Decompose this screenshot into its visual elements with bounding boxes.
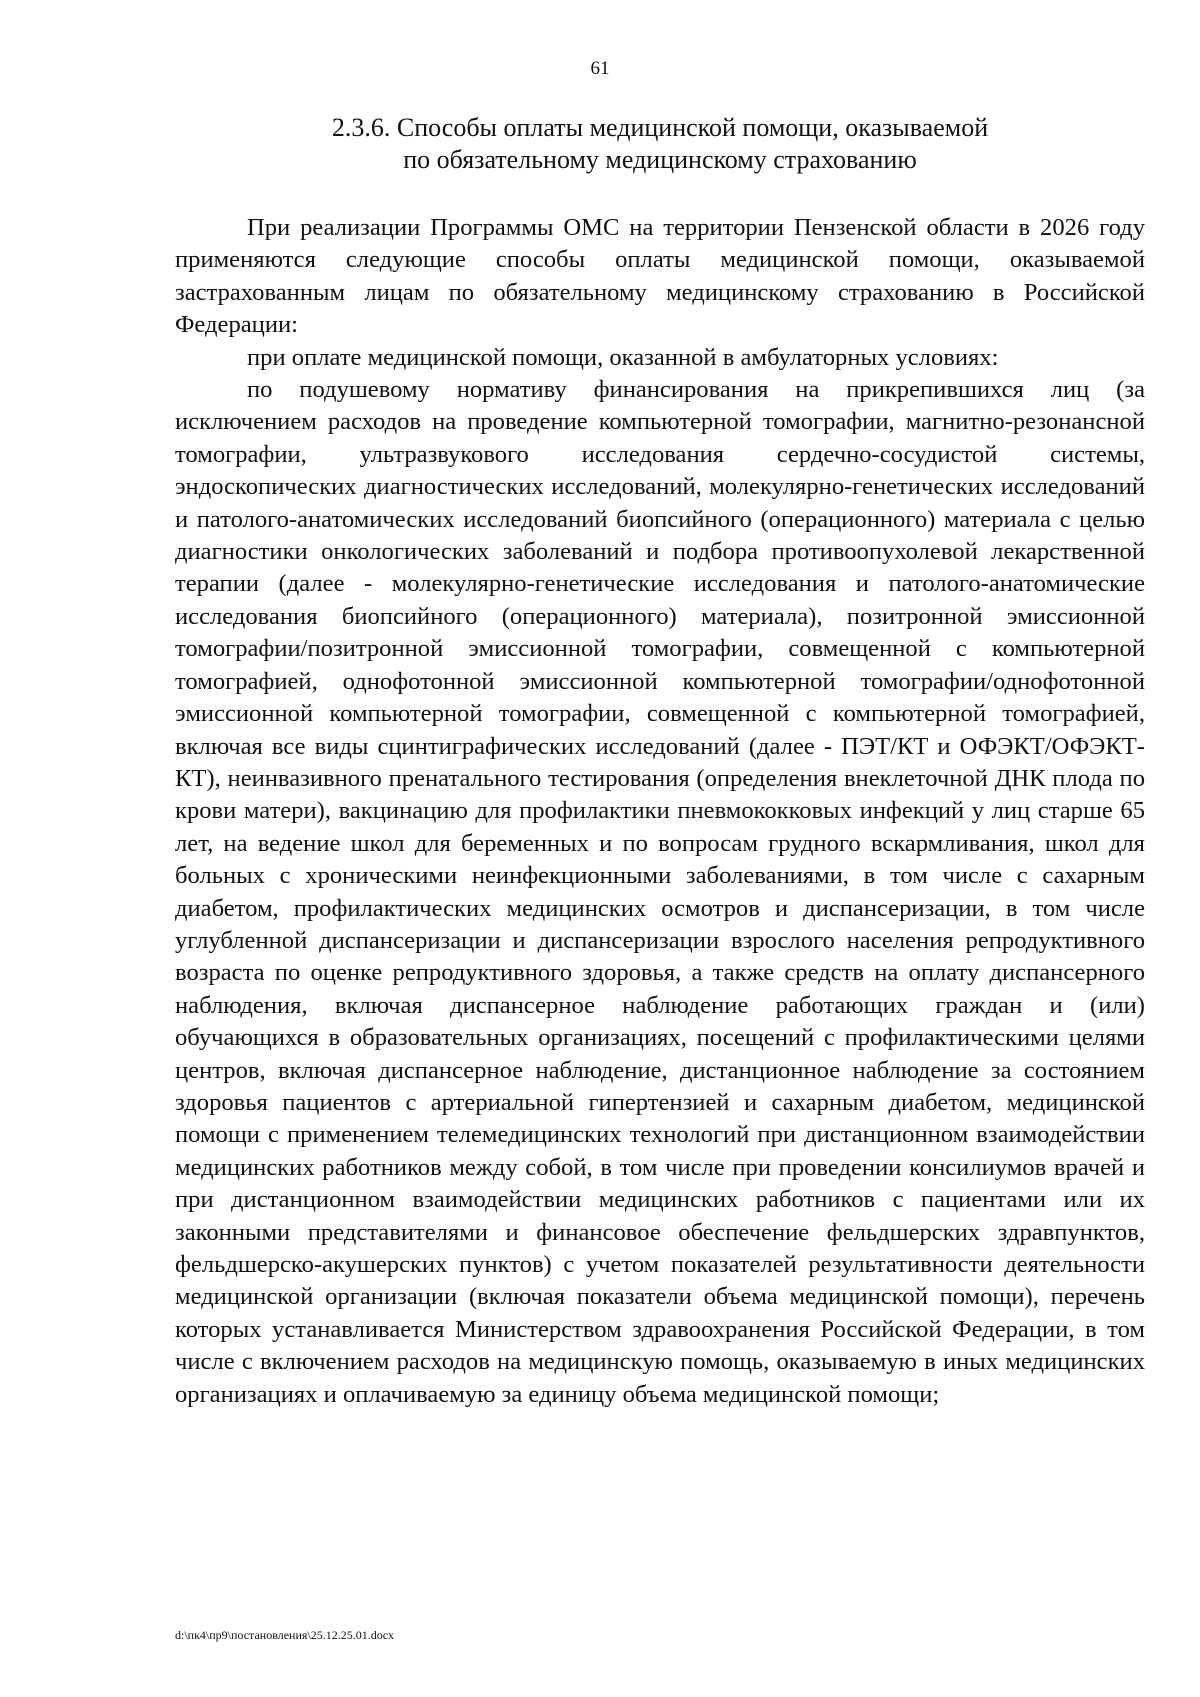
paragraph-intro: При реализации Программы ОМС на территории Пензенской области в 2026 году применяются следующие способы оплаты медицинской помощи, оказываемой застрахованным лицам по обязательному медицинскому страхованию в Российской Федерации: bbox=[175, 214, 1145, 339]
page-number: 61 bbox=[590, 58, 610, 79]
paragraph-ambulatory: при оплате медицинской помощи, оказанной в амбулаторных условиях: bbox=[247, 343, 999, 371]
section-heading-line-2: по обязательному медицинскому страхованию bbox=[403, 145, 917, 174]
footer-file-path: d:\пк4\пр9\постановления\25.12.25.01.docx bbox=[175, 1628, 395, 1642]
section-heading bbox=[175, 112, 1145, 176]
section-heading-line-1: 2.3.6. Способы оплаты медицинской помощи, оказываемой bbox=[331, 113, 989, 142]
document-body bbox=[175, 212, 1145, 1411]
paragraph-per-capita: по подушевому нормативу финансирования на прикрепившихся лиц (за исключением расходов на проведение компьютерной томографии, магнитно-резонансной томографии, ультразвукового исследования сердечно-сосудистой системы, эндоскопических диагностических исследований, молекулярно-генетических исследований и патолого-анатомических исследований биопсийного (операционного) материала с целью диагностики онкологических заболеваний и подбора противоопухолевой лекарственной терапии (далее - молекулярно-генетические исследования и патолого-анатомические исследования биопсийного (операционного) материала), позитронной эмиссионной томографии/позитронной эмиссионной томографии, совмещенной с компьютерной томографией, однофотонной эмиссионной компьютерной томографии/однофотонной эмиссионной компьютерной томографии, совмещенной с компьютерной томографией, включая все виды сцинтиграфических исследований (далее - ПЭТ/КТ и ОФЭКТ/ОФЭКТ-КТ), неинвазивного пренатального тестирования (определения внеклеточной ДНК плода по крови матери), вакцинацию для профилактики пневмококковых инфекций у лиц старше 65 лет, на ведение школ для беременных и по вопросам грудного вскармливания, школ для больных с хроническими неинфекционными заболеваниями, в том числе с сахарным диабетом, профилактических медицинских осмотров и диспансеризации, в том числе углубленной диспансеризации и диспансеризации взрослого населения репродуктивного возраста по оценке репродуктивного здоровья, а также средств на оплату диспансерного наблюдения, включая диспансерное наблюдение работающих граждан и (или) обучающихся в образовательных организациях, посещений с профилактическими целями центров, включая диспансерное наблюдение, дистанционное наблюдение за состоянием здоровья пациентов с артериальной гипертензией и сахарным диабетом, медицинской помощи с применением телемедицинских технологий при дистанционном взаимодействии медицинских работников между собой, в том числе при проведении консилиумов врачей и при дистанционном взаимодействии медицинских работников с пациентами или их законными представителями и финансовое обеспечение фельдшерских здравпунктов, фельдшерско-акушерских пунктов) с учетом показателей результативности деятельности медицинской организации (включая показатели объема медицинской помощи), перечень которых устанавливается Министерством здравоохранения Российской Федерации, в том числе с включением расходов на медицинскую помощь, оказываемую в иных медицинских организациях и оплачиваемую за единицу объема медицинской помощи; bbox=[175, 376, 1145, 1408]
